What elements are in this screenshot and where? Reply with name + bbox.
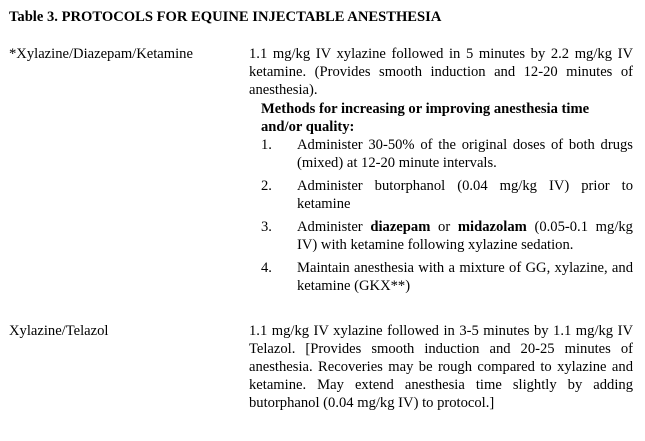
method-number: 3. [261,219,272,235]
method-text-prefix: Administer [297,219,371,235]
method-item-4 [261,259,633,295]
method-number: 4. [261,260,272,276]
method-drug-diazepam: diazepam [370,219,431,235]
method-text: Maintain anesthesia with a mixture of GG, xylazine, and ketamine (GKX**) [297,260,633,294]
protocol-description: 1.1 mg/kg IV xylazine followed in 3-5 minutes by 1.1 mg/kg IV Telazol. [Provides smooth induction and 20-25 minutes of anesthesia. Recoveries may be rough compared to xylazine and ketamine. May extend anesthesia time slightly by adding butorphanol (0.04 mg/kg IV) to protocol.] [249,323,633,411]
methods-section [261,100,633,300]
method-item-3 [261,218,633,254]
protocol-description: 1.1 mg/kg IV xylazine followed in 5 minutes by 2.2 mg/kg IV ketamine. (Provides smooth induction and 12-20 minutes of anesthesia). [249,46,633,98]
protocol-drug-name: *Xylazine/Diazepam/Ketamine [9,46,193,62]
method-item-2 [261,177,633,213]
method-text-suffix: (0.05-0.1 mg/kg IV) with ketamine following xylazine sedation. [297,219,633,253]
methods-list [261,136,633,295]
method-item-1 [261,136,633,172]
method-text: Administer butorphanol (0.04 mg/kg IV) prior to ketamine [297,178,633,212]
table-title: Table 3. PROTOCOLS FOR EQUINE INJECTABLE ANESTHESIA [9,9,442,25]
method-number: 1. [261,137,272,153]
method-text-connector: or [430,219,458,235]
method-number: 2. [261,178,272,194]
protocol-drug-name: Xylazine/Telazol [9,323,109,339]
methods-heading: Methods for increasing or improving anesthesia time and/or quality: [261,101,590,135]
method-text: Administer 30-50% of the original doses of both drugs (mixed) at 12-20 minute intervals. [297,137,633,171]
method-drug-midazolam: midazolam [457,219,527,235]
